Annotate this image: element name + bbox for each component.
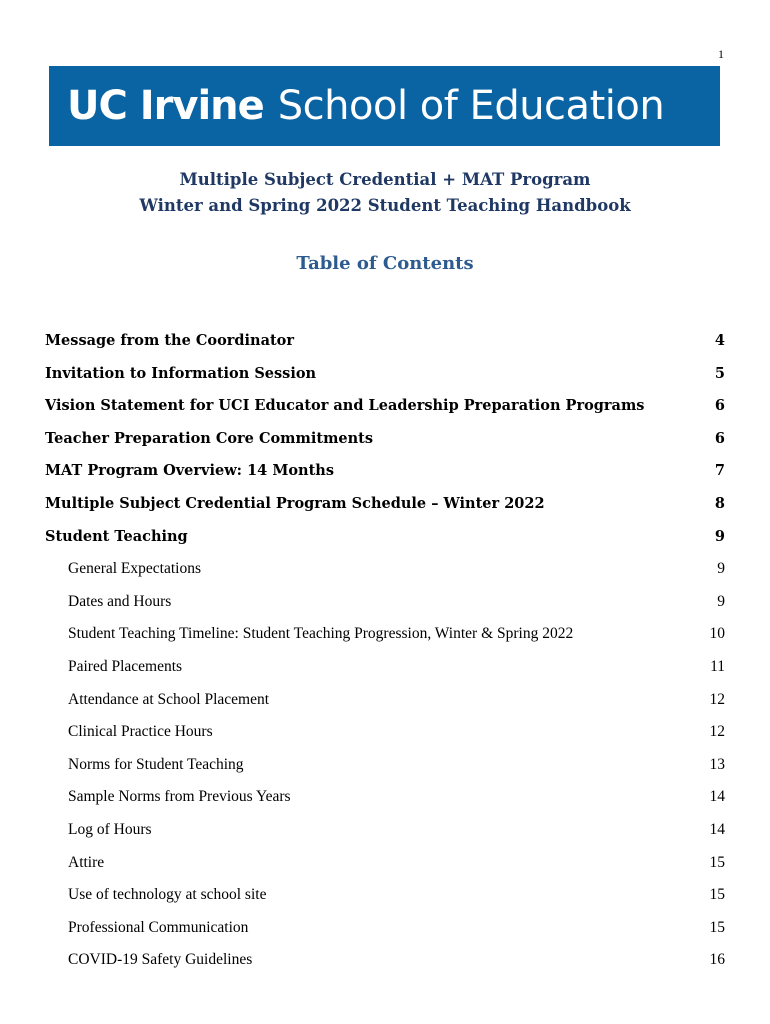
toc-entry[interactable]: [45, 591, 725, 624]
toc-entry[interactable]: [45, 754, 725, 787]
toc-entry-text: Professional Communication: [68, 918, 249, 936]
toc-entry[interactable]: [45, 395, 725, 428]
toc-entry-text: Attendance at School Placement: [68, 690, 270, 708]
toc-entry-text: MAT Program Overview: 14 Months: [45, 462, 334, 480]
toc-entry-page: 9: [717, 560, 725, 578]
toc-entry-page: 6: [714, 397, 725, 415]
toc-entry-text: Log of Hours: [68, 820, 152, 838]
toc-entry[interactable]: [45, 884, 725, 917]
toc-entry[interactable]: [45, 786, 725, 819]
document-title-line2: Winter and Spring 2022 Student Teaching Handbook: [139, 196, 631, 215]
toc-entry[interactable]: [45, 623, 725, 656]
toc-entry-page: 11: [710, 657, 725, 675]
toc-entry-page: 16: [709, 951, 725, 969]
toc-entry[interactable]: [45, 493, 725, 526]
toc-entry-text: Multiple Subject Credential Program Schedule – Winter 2022: [45, 494, 545, 512]
toc-entry-page: 9: [714, 527, 725, 545]
toc-entry[interactable]: [45, 363, 725, 396]
toc-entry-page: 12: [709, 723, 725, 741]
toc-entry-text: Teacher Preparation Core Commitments: [45, 429, 374, 447]
toc-entry-text: Student Teaching: [45, 527, 188, 545]
toc-entry-text: Dates and Hours: [68, 592, 172, 610]
toc-entry[interactable]: [45, 949, 725, 982]
table-of-contents: [45, 330, 725, 982]
toc-entry[interactable]: [45, 428, 725, 461]
toc-entry[interactable]: [45, 330, 725, 363]
toc-entry[interactable]: [45, 558, 725, 591]
toc-entry[interactable]: [45, 917, 725, 950]
banner-brand-light: School of Education: [277, 83, 665, 129]
toc-entry-page: 13: [709, 755, 725, 773]
toc-entry-text: COVID-19 Safety Guidelines: [68, 951, 253, 969]
toc-entry-text: Paired Placements: [68, 657, 183, 675]
toc-entry-page: 14: [709, 820, 725, 838]
toc-entry-text: Invitation to Information Session: [45, 364, 317, 382]
toc-entry-page: 7: [714, 462, 725, 480]
toc-entry[interactable]: [45, 656, 725, 689]
document-title-line1: Multiple Subject Credential + MAT Program: [179, 170, 591, 189]
toc-entry-page: 10: [709, 625, 725, 643]
toc-entry[interactable]: [45, 460, 725, 493]
toc-entry-page: 4: [714, 332, 725, 349]
header-banner: [49, 66, 720, 146]
toc-entry[interactable]: [45, 819, 725, 852]
toc-entry-page: 15: [709, 918, 725, 936]
toc-heading: Table of Contents: [296, 253, 474, 274]
toc-entry-page: 5: [714, 364, 725, 382]
toc-entry-page: 9: [717, 592, 725, 610]
toc-entry-text: Sample Norms from Previous Years: [68, 788, 291, 806]
toc-entry-text: Vision Statement for UCI Educator and Leadership Preparation Programs: [45, 397, 645, 415]
toc-entry-page: 15: [709, 886, 725, 904]
toc-entry-page: 12: [709, 690, 725, 708]
toc-entry-text: Attire: [68, 853, 105, 871]
toc-entry-text: Clinical Practice Hours: [68, 723, 213, 741]
page-number: 1: [718, 47, 724, 61]
toc-entry[interactable]: [45, 689, 725, 722]
toc-entry-page: 15: [709, 853, 725, 871]
toc-entry-text: Norms for Student Teaching: [68, 755, 244, 773]
toc-entry[interactable]: [45, 526, 725, 559]
toc-entry-text: Student Teaching Timeline: Student Teaching Progression, Winter & Spring 2022: [68, 625, 574, 643]
toc-entry-page: 14: [709, 788, 725, 806]
toc-entry[interactable]: [45, 852, 725, 885]
toc-entry-text: General Expectations: [68, 560, 201, 578]
toc-entry-text: Use of technology at school site: [68, 886, 267, 904]
toc-entry[interactable]: [45, 721, 725, 754]
toc-entry-text: Message from the Coordinator: [45, 332, 294, 349]
toc-entry-page: 8: [714, 494, 725, 512]
banner-brand-bold: UC Irvine: [67, 83, 264, 129]
toc-entry-page: 6: [714, 429, 725, 447]
